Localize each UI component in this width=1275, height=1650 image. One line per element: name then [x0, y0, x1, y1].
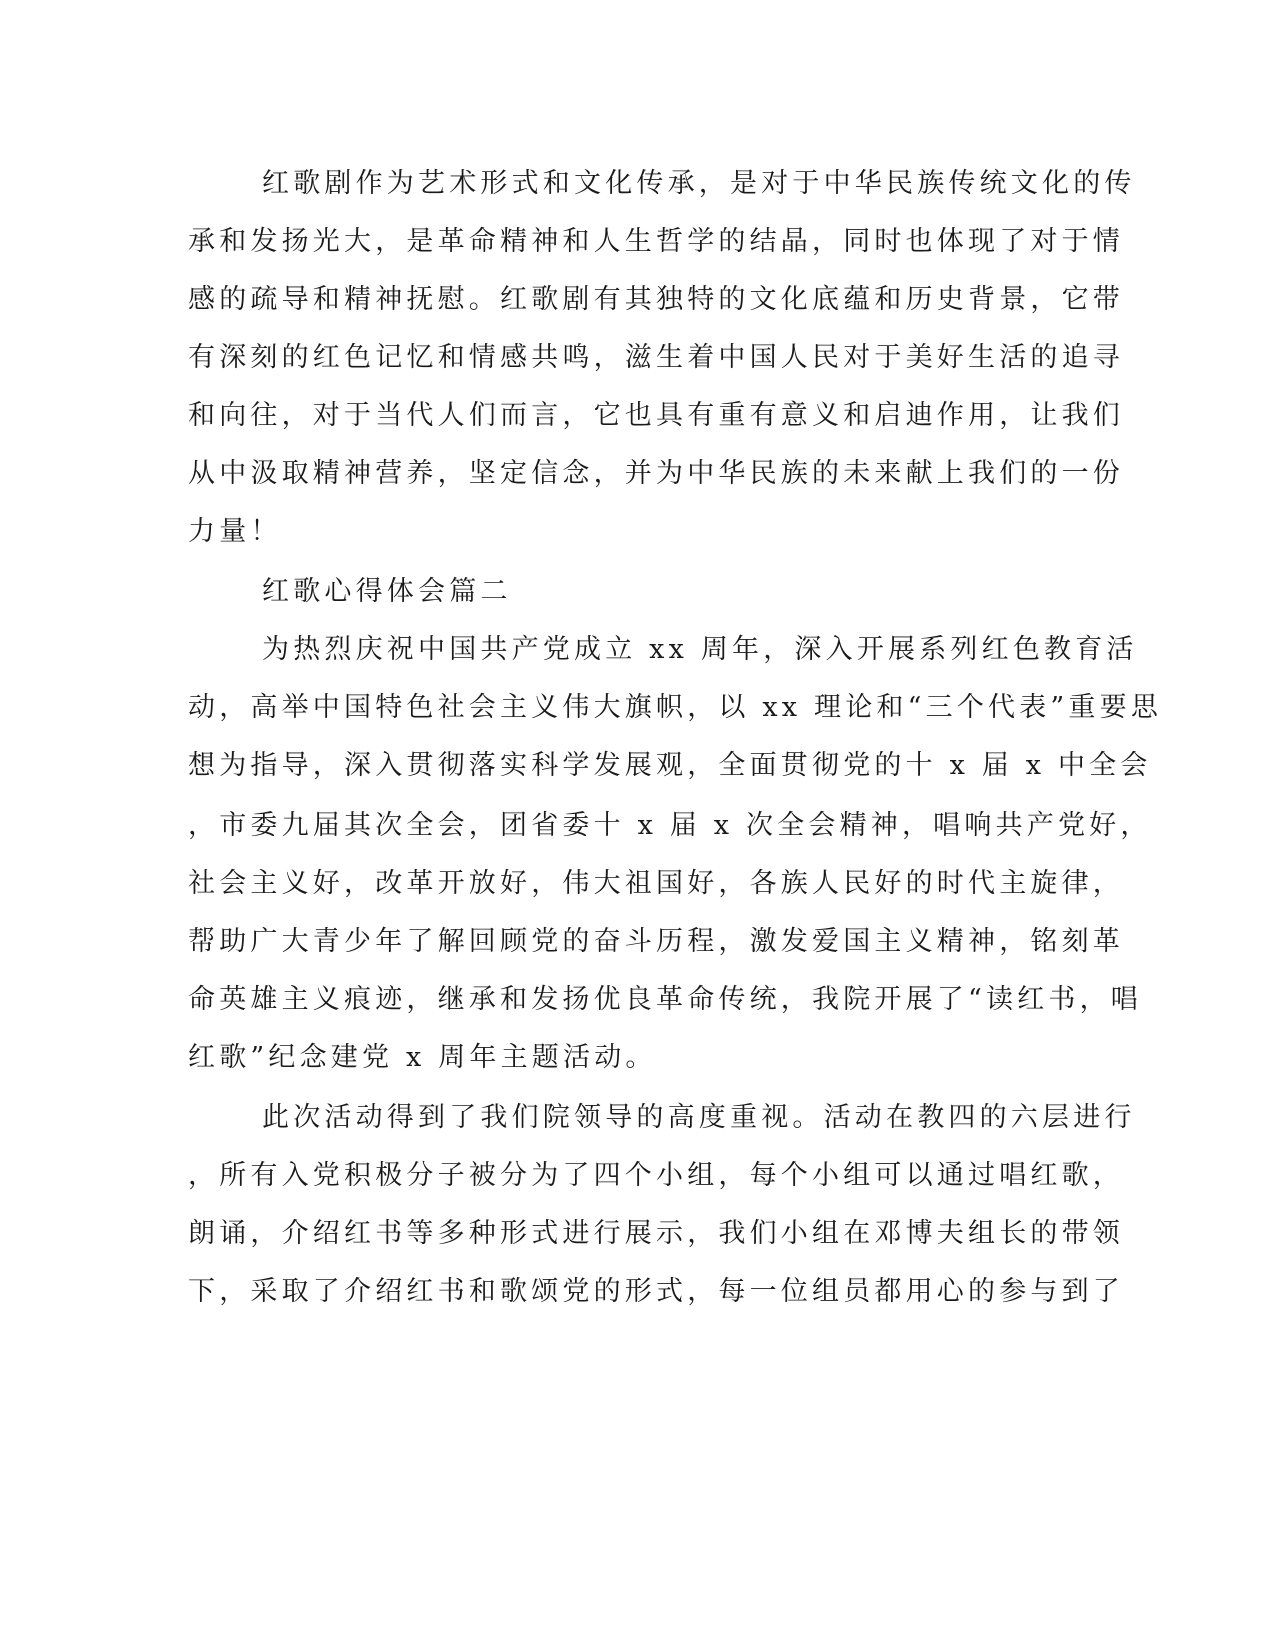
- paragraph-2-line-5: 社会主义好，改革开放好，伟大祖国好，各族人民好的时代主旋律，: [188, 868, 1124, 899]
- paragraph-2-line-7: 命英雄主义痕迹，继承和发扬优良革命传统，我院开展了“读红书，唱: [188, 984, 1143, 1015]
- paragraph-2-line-4: ，市委九届其次全会，团省委十 x 届 x 次全会精神，唱响共产党好，: [188, 810, 1152, 841]
- paragraph-1-line-6: 从中汲取精神营养，坚定信念，并为中华民族的未来献上我们的一份: [188, 458, 1124, 489]
- paragraph-2-line-2: 动，高举中国特色社会主义伟大旗帜，以 xx 理论和“三个代表”重要思: [188, 692, 1163, 723]
- paragraph-1-line-2: 承和发扬光大，是革命精神和人生哲学的结晶，同时也体现了对于情: [188, 226, 1124, 257]
- paragraph-1-line-7: 力量！: [188, 516, 282, 547]
- paragraph-3-line-4: 下，采取了介绍红书和歌颂党的形式，每一位组员都用心的参与到了: [188, 1276, 1124, 1307]
- paragraph-2-line-1: 为热烈庆祝中国共产党成立 xx 周年，深入开展系列红色教育活: [262, 634, 1138, 665]
- paragraph-2-line-3: 想为指导，深入贯彻落实科学发展观，全面贯彻党的十 x 届 x 中全会: [188, 750, 1152, 781]
- paragraph-1-line-3: 感的疏导和精神抚慰。红歌剧有其独特的文化底蕴和历史背景，它带: [188, 284, 1124, 315]
- paragraph-1-line-5: 和向往，对于当代人们而言，它也具有重有意义和启迪作用，让我们: [188, 400, 1124, 431]
- paragraph-2-line-6: 帮助广大青少年了解回顾党的奋斗历程，激发爱国主义精神，铭刻革: [188, 926, 1124, 957]
- paragraph-1-line-4: 有深刻的红色记忆和情感共鸣，滋生着中国人民对于美好生活的追寻: [188, 342, 1124, 373]
- paragraph-3-line-3: 朗诵，介绍红书等多种形式进行展示，我们小组在邓博夫组长的带领: [188, 1218, 1124, 1249]
- paragraph-1-line-1: 红歌剧作为艺术形式和文化传承，是对于中华民族传统文化的传: [262, 168, 1136, 199]
- paragraph-2-line-8: 红歌”纪念建党 x 周年主题活动。: [188, 1042, 657, 1073]
- paragraph-3-line-1: 此次活动得到了我们院领导的高度重视。活动在教四的六层进行: [262, 1102, 1136, 1133]
- section-title: 红歌心得体会篇二: [262, 576, 512, 607]
- paragraph-3-line-2: ，所有入党积极分子被分为了四个小组，每个小组可以通过唱红歌，: [188, 1160, 1124, 1191]
